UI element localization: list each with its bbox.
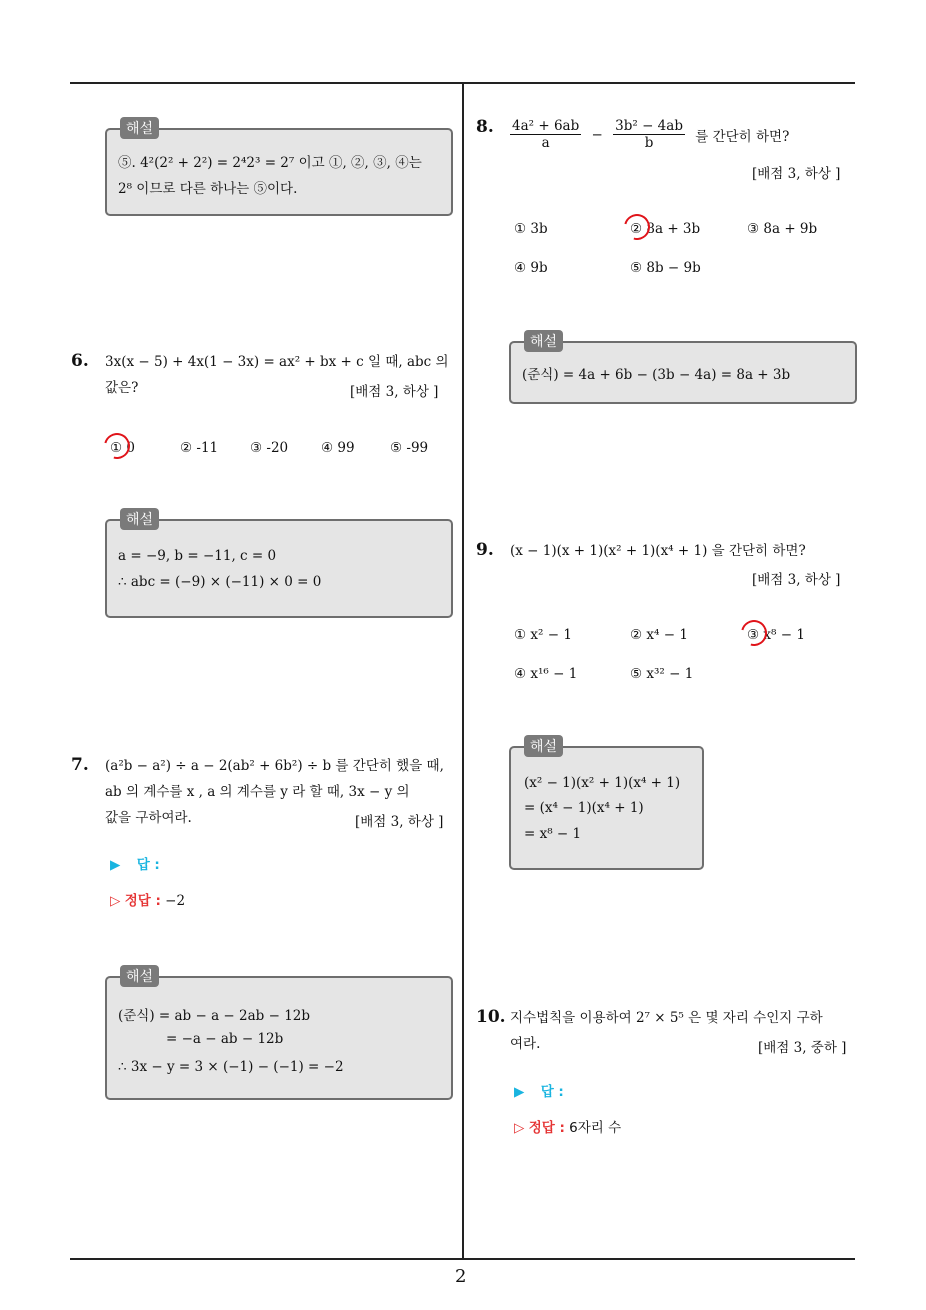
- selected-mark-q8: [619, 209, 655, 245]
- q8-frac2: [613, 118, 685, 151]
- solution-tag-q8: 해설: [524, 330, 563, 352]
- solution-box-q5: [105, 128, 453, 216]
- sol6-line2: ∴ abc = (−9) × (−11) × 0 = 0: [118, 574, 322, 590]
- answer-label: 답 :: [540, 1084, 564, 1100]
- correct-value: 6자리 수: [569, 1120, 622, 1136]
- q6-option-2[interactable]: ② -11: [180, 440, 219, 456]
- q8-score: [배점 3, 하상 ]: [752, 166, 841, 182]
- page-number: 2: [455, 1266, 467, 1287]
- selected-mark-q9: [736, 615, 772, 651]
- solution-box-q6: [105, 519, 453, 618]
- q7-number: 7.: [71, 755, 89, 775]
- q8-tail: 를 간단히 하면?: [695, 128, 790, 145]
- answer-arrow-icon: ▶: [514, 1084, 525, 1100]
- q10-score: [배점 3, 중하 ]: [758, 1040, 847, 1056]
- q10-line1: 지수법칙을 이용하여 2⁷ × 5⁵ 은 몇 자리 수인지 구하: [510, 1010, 823, 1026]
- q6-number: 6.: [71, 351, 89, 371]
- sol5-line2: 2⁸ 이므로 다른 하나는 ⑤이다.: [118, 181, 298, 197]
- q8-frac1-num: 4a² + 6ab: [512, 118, 580, 134]
- q8-frac2-num: 3b² − 4ab: [615, 118, 683, 134]
- q9-option-1[interactable]: ① x² − 1: [514, 627, 572, 643]
- q6-option-1[interactable]: ① 0: [110, 440, 135, 456]
- selected-mark-q6: [99, 428, 135, 464]
- solution-tag-q7: 해설: [120, 965, 159, 987]
- correct-value: −2: [165, 893, 186, 909]
- q7-score: [배점 3, 하상 ]: [355, 814, 444, 830]
- q8-option-1[interactable]: ① 3b: [514, 221, 548, 237]
- q7-line1: (a²b − a²) ÷ a − 2(ab² + 6b²) ÷ b 를 간단히 했을 때,: [105, 758, 444, 774]
- q6-line1: 3x(x − 5) + 4x(1 − 3x) = ax² + bx + c 일 때, abc 의: [105, 354, 449, 370]
- q9-score: [배점 3, 하상 ]: [752, 572, 841, 588]
- correct-label: 정답 :: [124, 893, 161, 909]
- q7-line2: ab 의 계수를 x , a 의 계수를 y 라 할 때, 3x − y 의: [105, 784, 410, 800]
- q8-number: 8.: [476, 117, 494, 137]
- q9-number: 9.: [476, 540, 494, 560]
- sol8-line1: (준식) = 4a + 6b − (3b − 4a) = 8a + 3b: [522, 367, 791, 383]
- sol7-line3: ∴ 3x − y = 3 × (−1) − (−1) = −2: [118, 1059, 344, 1075]
- q8-option-3[interactable]: ③ 8a + 9b: [747, 221, 818, 237]
- q6-option-5[interactable]: ⑤ -99: [390, 440, 429, 456]
- bottom-rule: [70, 1258, 855, 1260]
- q7-correct-row: [110, 889, 185, 909]
- sol6-line1: a = −9, b = −11, c = 0: [118, 548, 277, 564]
- correct-arrow-icon: ▷: [110, 893, 121, 909]
- q7-line3: 값을 구하여라.: [105, 810, 192, 826]
- column-divider: [462, 83, 464, 1260]
- sol9-line2: = (x⁴ − 1)(x⁴ + 1): [524, 800, 644, 816]
- q8-option-5[interactable]: ⑤ 8b − 9b: [630, 260, 701, 276]
- q6-option-3[interactable]: ③ -20: [250, 440, 289, 456]
- solution-tag-q9: 해설: [524, 735, 563, 757]
- correct-label: 정답 :: [528, 1120, 565, 1136]
- q6-score: [배점 3, 하상 ]: [350, 384, 439, 400]
- q9-option-5[interactable]: ⑤ x³² − 1: [630, 666, 694, 682]
- q8-option-2[interactable]: ② 8a + 3b: [630, 221, 701, 237]
- q9-line1: (x − 1)(x + 1)(x² + 1)(x⁴ + 1) 을 간단히 하면?: [510, 543, 806, 559]
- sol9-line3: = x⁸ − 1: [524, 826, 582, 842]
- q9-option-4[interactable]: ④ x¹⁶ − 1: [514, 666, 578, 682]
- q8-frac1: [510, 118, 581, 151]
- sol7-line2: = −a − ab − 12b: [166, 1031, 284, 1047]
- q8-minus: −: [591, 126, 603, 143]
- sol7-line1: (준식) = ab − a − 2ab − 12b: [118, 1008, 311, 1024]
- q7-answer-row: [110, 853, 160, 873]
- solution-tag-q6: 해설: [120, 508, 159, 530]
- sol9-line1: (x² − 1)(x² + 1)(x⁴ + 1): [524, 775, 681, 791]
- q8-option-4[interactable]: ④ 9b: [514, 260, 548, 276]
- q10-correct-row: [514, 1116, 621, 1136]
- answer-label: 답 :: [136, 857, 160, 873]
- q9-option-3[interactable]: ③ x⁸ − 1: [747, 627, 805, 643]
- q9-option-2[interactable]: ② x⁴ − 1: [630, 627, 688, 643]
- q8-expression: [510, 118, 789, 151]
- q10-line2: 여라.: [510, 1036, 541, 1052]
- q6-option-4[interactable]: ④ 99: [321, 440, 355, 456]
- answer-arrow-icon: ▶: [110, 857, 121, 873]
- q10-answer-row: [514, 1080, 564, 1100]
- q6-line2: 값은?: [105, 380, 139, 396]
- q8-frac1-den: a: [541, 135, 550, 151]
- sol5-line1: ⑤. 4²(2² + 2²) = 2⁴2³ = 2⁷ 이고 ①, ②, ③, ④는: [118, 155, 422, 171]
- q8-frac2-den: b: [644, 135, 654, 151]
- q10-number: 10.: [476, 1007, 506, 1027]
- solution-tag-q5: 해설: [120, 117, 159, 139]
- correct-arrow-icon: ▷: [514, 1120, 525, 1136]
